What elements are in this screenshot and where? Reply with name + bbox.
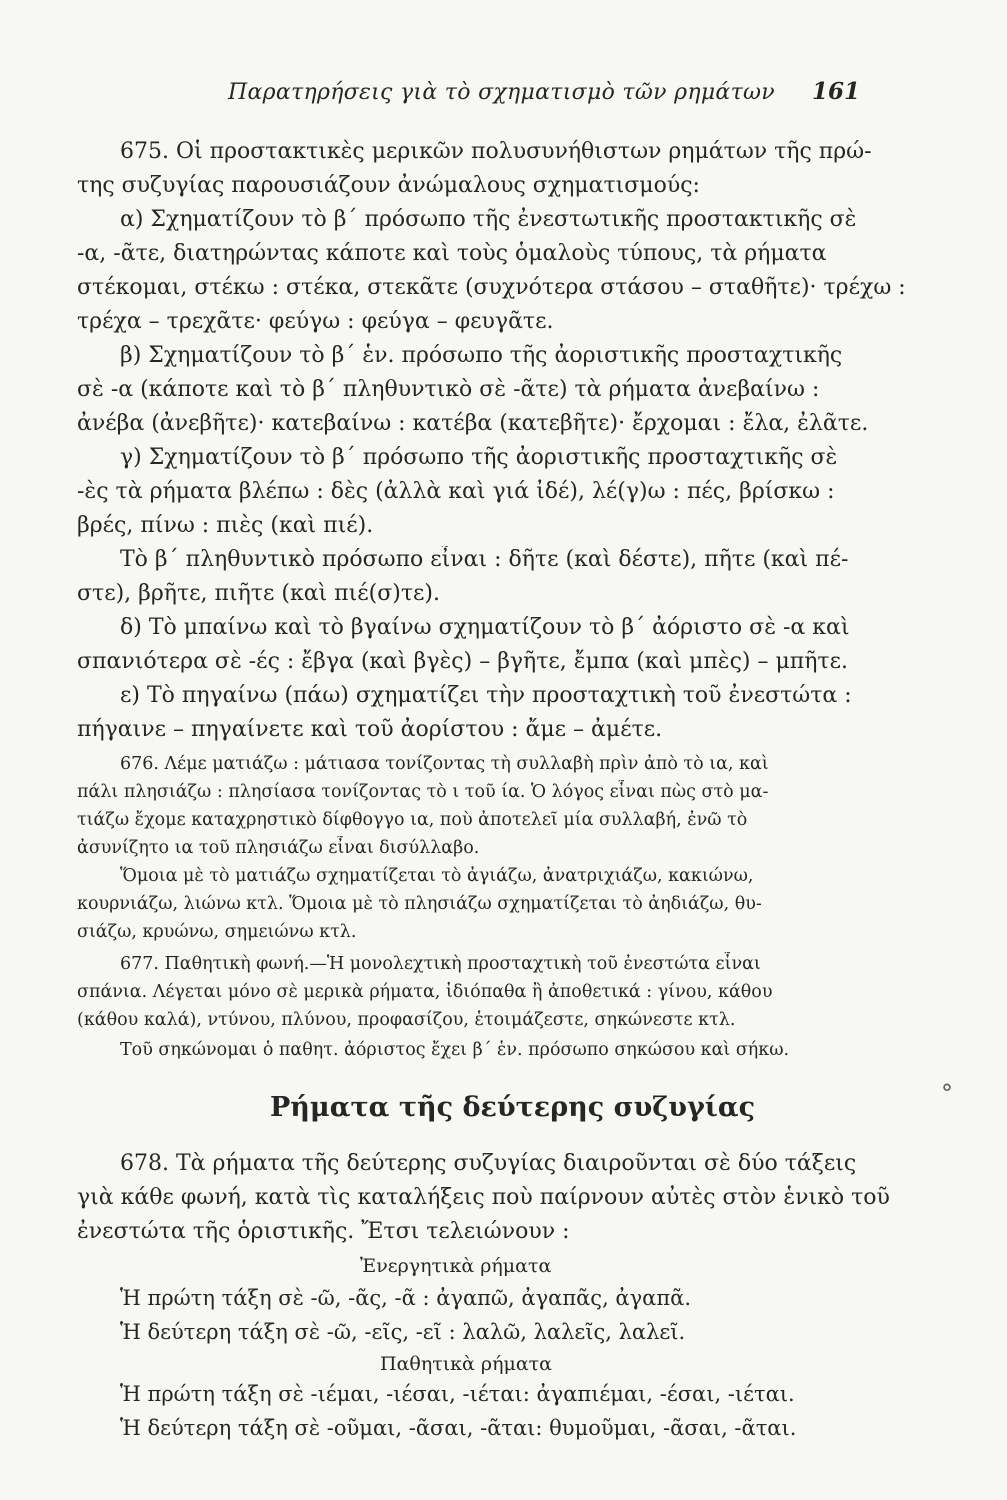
text-line: βρές, πίνω : πιὲς (καὶ πιέ).	[77, 513, 374, 538]
table-label-active: Ἐνεργητικὰ ρήματα	[360, 1255, 552, 1277]
page-body	[0, 128, 1007, 1378]
table-label-passive: Παθητικὰ ρήματα	[380, 1353, 553, 1375]
page-header	[0, 72, 1007, 112]
text-line: 678. Τὰ ρήματα τῆς δεύτερης συζυγίας διαιροῦνται σὲ δύο τάξεις	[120, 1151, 857, 1176]
text-line: ε) Τὸ πηγαίνω (πάω) σχηματίζει τὴν προσταχτικὴ τοῦ ἐνεστώτα :	[120, 683, 852, 708]
text-line: κουρνιάζω, λιώνω κτλ. Ὅμοια μὲ τὸ πλησιάζω σχηματίζεται τὸ ἀηδιάζω, θυ-	[77, 894, 762, 914]
text-line: δ) Τὸ μπαίνω καὶ τὸ βγαίνω σχηματίζουν τὸ β΄ ἀόριστο σὲ -α καὶ	[120, 615, 850, 640]
text-line: Τὸ β΄ πληθυντικὸ πρόσωπο εἶναι : δῆτε (καὶ δέστε), πῆτε (καὶ πέ-	[120, 547, 849, 572]
running-title: Παρατηρήσεις γιὰ τὸ σχηματισμὸ τῶν ρημάτων	[228, 80, 775, 105]
text-line: πήγαινε – πηγαίνετε καὶ τοῦ ἀορίστου : ἄμε – ἀμέτε.	[77, 717, 663, 742]
text-line: στε), βρῆτε, πιῆτε (καὶ πιέ(σ)τε).	[77, 581, 440, 606]
text-line: 676. Λέμε ματιάζω : μάτιασα τονίζοντας τὴ συλλαβὴ πρὶν ἀπὸ τὸ ια, καὶ	[120, 754, 769, 774]
text-line: γιὰ κάθε φωνή, κατὰ τὶς καταλήξεις ποὺ παίρνουν αὐτὲς στὸν ἑνικὸ τοῦ	[77, 1185, 890, 1210]
text-line: Τοῦ σηκώνομαι ὁ παθητ. ἀόριστος ἔχει β΄ ἑν. πρόσωπο σηκώσου καὶ σήκω.	[120, 1040, 790, 1060]
table-row: Ἡ δεύτερη τάξη σὲ -ῶ, -εῖς, -εῖ : λαλῶ, λαλεῖς, λαλεῖ.	[120, 1320, 686, 1344]
text-line: τρέχα – τρεχᾶτε· φεύγω : φεύγα – φευγᾶτε.	[77, 309, 554, 334]
text-line: γ) Σχηματίζουν τὸ β΄ πρόσωπο τῆς ἀοριστικῆς προσταχτικῆς σὲ	[120, 445, 838, 470]
margin-mark: ˚	[940, 1082, 954, 1115]
text-line: α) Σχηματίζουν τὸ β΄ πρόσωπο τῆς ἐνεστωτικῆς προστακτικῆς σὲ	[120, 207, 857, 232]
table-row: Ἡ πρώτη τάξη σὲ -ῶ, -ᾶς, -ᾶ : ἀγαπῶ, ἀγαπᾶς, ἀγαπᾶ.	[120, 1286, 691, 1310]
text-line: -α, -ᾶτε, διατηρώντας κάποτε καὶ τοὺς ὁμαλοὺς τύπους, τὰ ρήματα	[77, 241, 827, 266]
text-line: τιάζω ἔχομε καταχρηστικὸ δίφθογγο ια, ποὺ ἀποτελεῖ μία συλλαβή, ἐνῶ τὸ	[77, 810, 748, 830]
table-row: Ἡ πρώτη τάξη σὲ -ιέμαι, -ιέσαι, -ιέται: ἀγαπιέμαι, -έσαι, -ιέται.	[120, 1382, 795, 1406]
page-number: 161	[812, 78, 861, 105]
text-line: Ὅμοια μὲ τὸ ματιάζω σχηματίζεται τὸ ἀγιάζω, ἀνατριχιάζω, κακιώνω,	[120, 866, 754, 886]
text-line: (κάθου καλά), ντύνου, πλύνου, προφασίζου, ἑτοιμάζεστε, σηκώνεστε κτλ.	[77, 1010, 736, 1030]
text-line: πάλι πλησιάζω : πλησίασα τονίζοντας τὸ ι τοῦ ία. Ὁ λόγος εἶναι πὼς στὸ μα-	[77, 782, 769, 802]
text-line: σὲ -α (κάποτε καὶ τὸ β΄ πληθυντικὸ σὲ -ᾶτε) τὰ ρήματα ἀνεβαίνω :	[77, 377, 820, 402]
text-line: -ὲς τὰ ρήματα βλέπω : δὲς (ἀλλὰ καὶ γιά ἰδέ), λέ(γ)ω : πές, βρίσκω :	[77, 479, 835, 504]
text-line: σιάζω, κρυώνω, σημειώνω κτλ.	[77, 922, 357, 942]
text-line: β) Σχηματίζουν τὸ β΄ ἑν. πρόσωπο τῆς ἀοριστικῆς προσταχτικῆς	[120, 343, 843, 368]
section-heading: Ρήματα τῆς δεύτερης συζυγίας	[270, 1092, 756, 1123]
text-line: στέκομαι, στέκω : στέκα, στεκᾶτε (συχνότερα στάσου – σταθῆτε)· τρέχω :	[77, 275, 906, 300]
text-line: σπανιότερα σὲ -ές : ἔβγα (καὶ βγὲς) – βγῆτε, ἔμπα (καὶ μπὲς) – μπῆτε.	[77, 649, 848, 674]
text-line: ἐνεστώτα τῆς ὁριστικῆς. Ἔτσι τελειώνουν :	[77, 1219, 570, 1244]
text-line: της συζυγίας παρουσιάζουν ἀνώμαλους σχηματισμούς:	[77, 173, 700, 198]
text-line: σπάνια. Λέγεται μόνο σὲ μερικὰ ρήματα, ἰδιόπαθα ἢ ἀποθετικά : γίνου, κάθου	[77, 982, 773, 1002]
text-line: 675. Οἱ προστακτικὲς μερικῶν πολυσυνήθιστων ρημάτων τῆς πρώ-	[120, 139, 872, 164]
text-line: 677. Παθητικὴ φωνή.—Ἡ μονολεχτικὴ προσταχτικὴ τοῦ ἐνεστώτα εἶναι	[120, 954, 761, 974]
text-line: ἀνέβα (ἀνεβῆτε)· κατεβαίνω : κατέβα (κατεβῆτε)· ἔρχομαι : ἔλα, ἐλᾶτε.	[77, 411, 869, 436]
table-row: Ἡ δεύτερη τάξη σὲ -οῦμαι, -ᾶσαι, -ᾶται: θυμοῦμαι, -ᾶσαι, -ᾶται.	[120, 1416, 797, 1440]
text-line: ἀσυνίζητο ια τοῦ πλησιάζω εἶναι δισύλλαβο.	[77, 838, 480, 858]
